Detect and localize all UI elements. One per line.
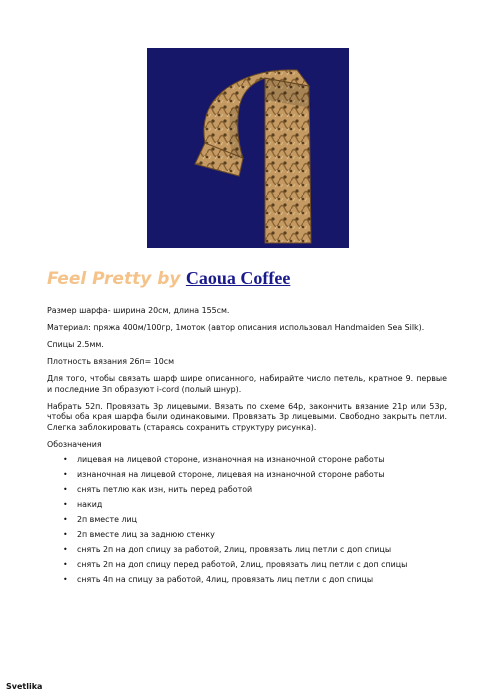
bullet-icon: • (63, 575, 68, 584)
legend-item-label: 2п вместе лиц за заднюю стенку (77, 530, 215, 539)
bullet-icon: • (63, 500, 68, 509)
legend-item (47, 527, 447, 542)
legend-item-label: снять 2п на доп спицу за работой, 2лиц, провязать лиц петли с доп спицы (77, 545, 392, 554)
bullet-icon: • (63, 455, 68, 464)
width-note: Для того, чтобы связать шарф шире описанного, набирайте число петель, кратное 9. первые и последние 3п образуют i-cord (полый шнур). (47, 374, 447, 394)
legend-item (47, 482, 447, 497)
legend-item (47, 542, 447, 557)
bullet-icon: • (63, 470, 68, 479)
legend-item-label: накид (77, 500, 103, 509)
legend-item (47, 467, 447, 482)
legend-item-label: снять 4п на спицу за работой, 4лиц, провязать лиц петли с доп спицы (77, 575, 374, 584)
instructions: Набрать 52п. Провязать 3р лицевыми. Вязать по схеме 64р, закончить вязание 21р или 53р, чтобы оба края шарфа были одинаковыми. Провязать 3р лицевыми. Свободно закрыть петли. Слегка заблокировать (стараясь сохранить структуру рисунка). (47, 401, 447, 432)
author-link[interactable]: Caoua Coffee (185, 268, 291, 288)
scarf-photo (147, 48, 349, 248)
legend-heading: Обозначения (47, 439, 102, 449)
bullet-icon: • (63, 560, 68, 569)
bullet-icon: • (63, 515, 68, 524)
bullet-icon: • (63, 485, 68, 494)
legend-item (47, 452, 447, 467)
gauge: Плотность вязания 26п= 10см (47, 357, 175, 366)
legend-list (47, 452, 447, 587)
legend-item-label: изнаночная на лицевой стороне, лицевая на изнаночной стороне работы (77, 470, 385, 479)
bullet-icon: • (63, 545, 68, 554)
scarf-illustration (147, 48, 349, 248)
legend-item-label: лицевая на лицевой стороне, изнаночная на изнаночной стороне работы (77, 455, 385, 464)
legend-item-label: снять 2п на доп спицу перед работой, 2лиц, провязать лиц петли с доп спицы (77, 560, 408, 569)
material: Материал: пряжа 400м/100гр, 1моток (автор описания использовал Handmaiden Sea Silk). (47, 323, 425, 332)
legend-item (47, 512, 447, 527)
scarf-size: Размер шарфа- ширина 20см, длина 155см. (47, 306, 230, 315)
legend-item (47, 497, 447, 512)
legend-item-label: снять петлю как изн, нить перед работой (77, 485, 253, 494)
footer-signature: Svetlika (6, 682, 43, 691)
needles: Спицы 2.5мм. (47, 340, 104, 349)
legend-item-label: 2п вместе лиц (77, 515, 137, 524)
pattern-description (47, 306, 447, 587)
legend-item (47, 572, 447, 587)
legend-item (47, 557, 447, 572)
pattern-name: Feel Pretty by (47, 269, 181, 289)
pattern-title (47, 268, 290, 289)
bullet-icon: • (63, 530, 68, 539)
